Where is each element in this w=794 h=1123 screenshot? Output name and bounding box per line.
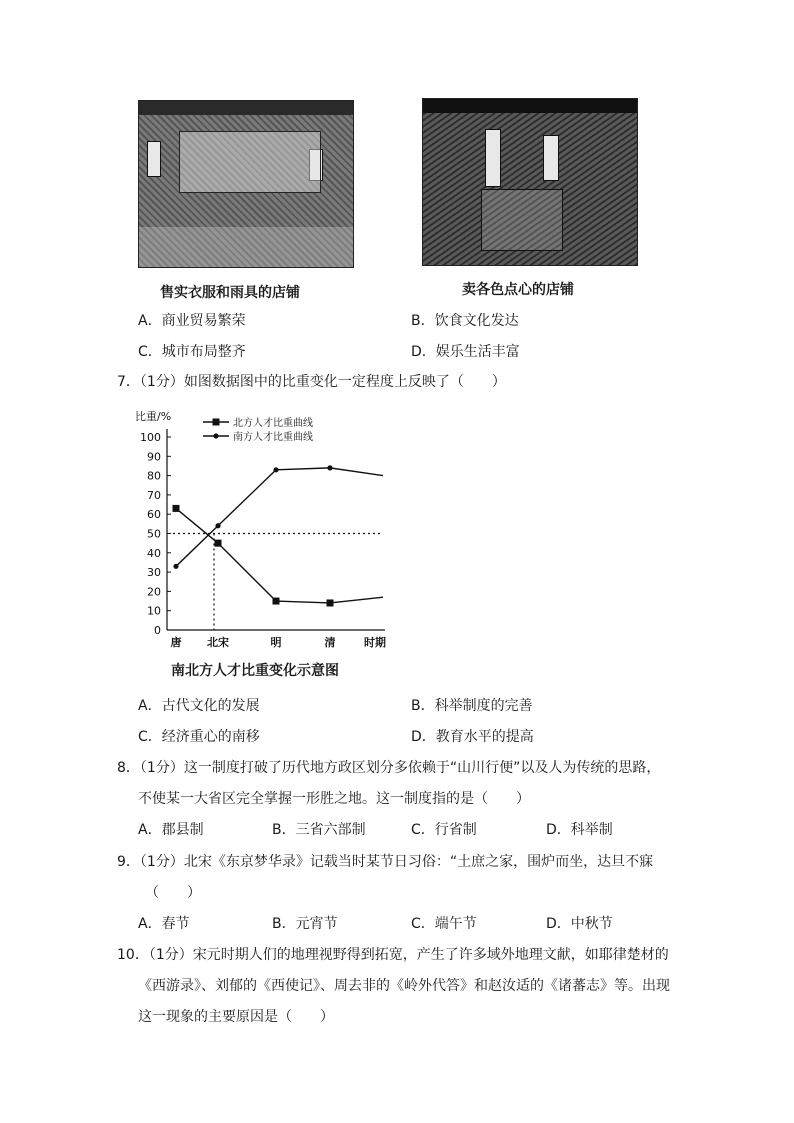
y-tick-label: 40 — [147, 546, 161, 560]
y-tick-label: 60 — [147, 508, 161, 522]
y-axis-label: 比重/% — [135, 410, 172, 423]
q6-option-a[interactable]: A．商业贸易繁荣 — [138, 313, 246, 329]
q7-option-d[interactable]: D．教育水平的提高 — [411, 729, 534, 745]
q8-option-c[interactable]: C．行省制 — [411, 822, 477, 838]
q9-option-a[interactable]: A．春节 — [138, 916, 190, 932]
pastry-shop-caption: 卖各色点心的店铺 — [462, 282, 574, 298]
y-tick-label: 70 — [147, 488, 161, 502]
q7-option-c[interactable]: C．经济重心的南移 — [138, 729, 260, 745]
q7-option-b[interactable]: B．科举制度的完善 — [411, 698, 533, 714]
q10-stem-line3: 这一现象的主要原因是（ ） — [138, 1009, 334, 1025]
clothing-shop-caption: 售实衣服和雨具的店铺 — [160, 285, 300, 301]
q6-option-b[interactable]: B．饮食文化发达 — [411, 313, 519, 329]
talent-ratio-chart — [135, 402, 395, 652]
q9-option-d[interactable]: D．中秋节 — [546, 916, 613, 932]
q7-stem: 7．（1分）如图数据图中的比重变化一定程度上反映了（ ） — [117, 374, 506, 390]
legend-south-marker — [213, 433, 218, 438]
q10-stem-line2: 《西游录》、刘郁的《西使记》、周去非的《岭外代答》和赵汝适的《诸蕃志》等。出现 — [138, 978, 670, 994]
south-data-point — [215, 523, 220, 528]
north-data-point — [327, 599, 334, 606]
q8-option-d[interactable]: D．科举制 — [546, 822, 613, 838]
q9-stem-line2: （ ） — [145, 885, 201, 901]
chart-title: 南北方人才比重变化示意图 — [171, 663, 339, 679]
north-data-point — [173, 505, 180, 512]
q9-option-b[interactable]: B．元宵节 — [272, 916, 338, 932]
south-data-point — [273, 467, 278, 472]
q6-option-c[interactable]: C．城市布局整齐 — [138, 344, 246, 360]
pastry-shop-image — [422, 98, 638, 266]
y-tick-label: 0 — [154, 624, 161, 637]
y-tick-label: 100 — [140, 431, 161, 444]
y-tick-label: 80 — [147, 469, 161, 483]
x-tick-label: 唐 — [170, 636, 182, 649]
y-tick-label: 10 — [147, 604, 161, 618]
y-tick-label: 90 — [147, 450, 161, 464]
q8-option-a[interactable]: A．郡县制 — [138, 822, 204, 838]
q8-stem-line1: 8．（1分）这一制度打破了历代地方政区划分多依赖于“山川行便”以及人为传统的思路， — [117, 760, 661, 776]
x-tick-label: 明 — [270, 636, 282, 649]
south-data-point — [327, 465, 332, 470]
q8-stem-line2: 不使某一大省区完全掌握一形胜之地。这一制度指的是（ ） — [138, 791, 530, 807]
south-data-point — [173, 564, 178, 569]
series-line-north — [176, 508, 383, 603]
north-data-point — [215, 540, 222, 547]
legend-south-label: 南方人才比重曲线 — [233, 432, 313, 443]
x-axis-label: 时期 — [364, 636, 386, 649]
x-tick-label: 北宋 — [207, 636, 229, 649]
q9-option-c[interactable]: C．端午节 — [411, 916, 477, 932]
series-line-south — [176, 468, 383, 566]
q10-stem-line1: 10．（1分）宋元时期人们的地理视野得到拓宽，产生了许多域外地理文献，如耶律楚材的 — [117, 947, 669, 963]
clothing-shop-image — [138, 100, 354, 268]
north-data-point — [273, 598, 280, 605]
y-tick-label: 20 — [147, 585, 161, 599]
q7-option-a[interactable]: A．古代文化的发展 — [138, 698, 260, 714]
y-tick-label: 50 — [147, 527, 161, 541]
q8-option-b[interactable]: B．三省六部制 — [272, 822, 366, 838]
legend-north-marker — [213, 419, 220, 426]
q6-option-d[interactable]: D．娱乐生活丰富 — [411, 344, 520, 360]
legend-north-label: 北方人才比重曲线 — [233, 418, 313, 429]
x-tick-label: 清 — [324, 636, 336, 649]
y-tick-label: 30 — [147, 566, 161, 580]
q9-stem-line1: 9．（1分）北宋《东京梦华录》记载当时某节日习俗：“土庶之家，围炉而坐，达旦不寐 — [117, 854, 654, 870]
